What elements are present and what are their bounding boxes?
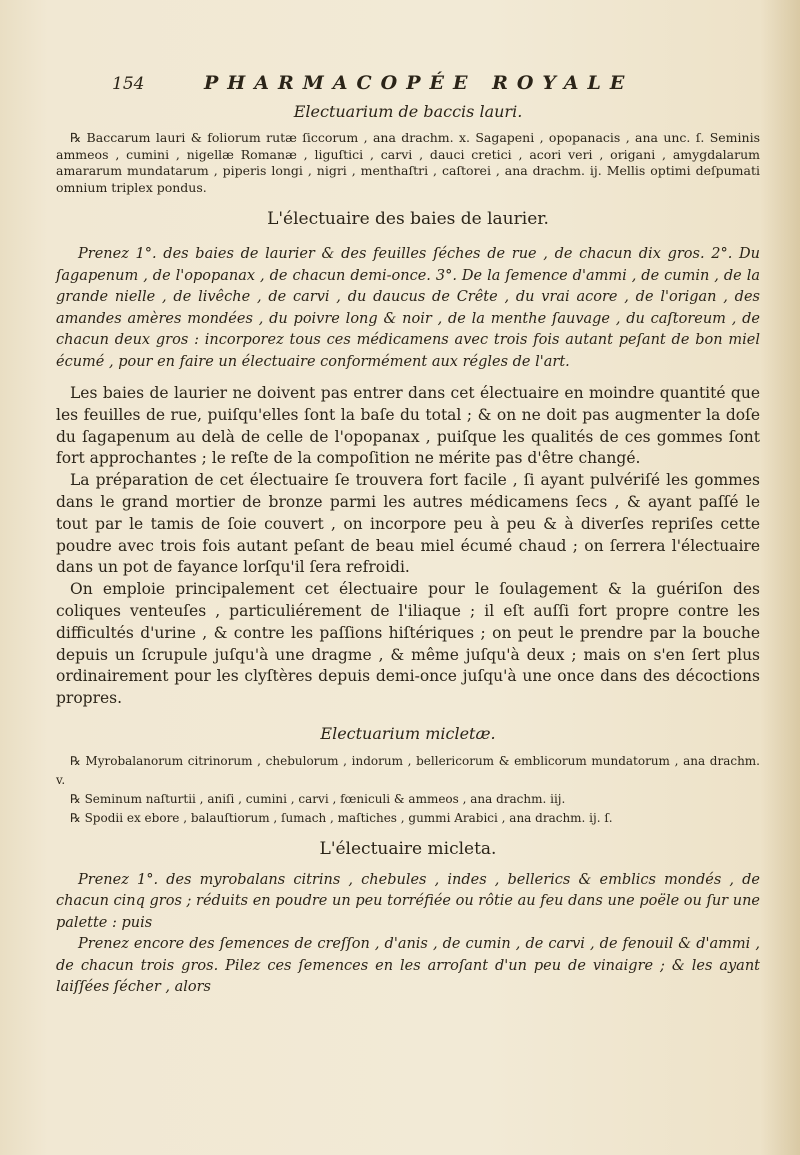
- recipe-laurel: Prenez 1°. des baies de laurier & des feuilles ſéches de rue , de chacun dix gros. 2°. Du ſagapenum , de l'opopanax , de chacun demi-once. 3°. De la ſemence d'ammi , de cumin , de la grande nielle , de livêche , de carvi , du daucus de Crête , du vrai acore , de l'origan , des amandes amères mondées , du poivre long & noir , de la menthe ſauvage , du caſtoreum , de chacun deux gros : incorporez tous ces médicamens avec trois fois autant peſant de bon miel écumé , pour en faire un électuaire conformément aux régles de l'art.: [56, 246, 760, 370]
- paragraph-dosage: Les baies de laurier ne doivent pas entrer dans cet électuaire en moindre quantité que les feuilles de rue, puiſqu'elles ſont la baſe du total ; & on ne doit pas augmenter la doſe du ſagapenum au delà de celle de l'opopanax , puiſque les qualités de ces gommes ſont fort approchantes ; le reſte de la compoſition ne mérite pas d'être changé.: [56, 384, 760, 468]
- latin-title-laurel: Electuarium de baccis lauri.: [293, 102, 523, 121]
- recipe-micleta: Prenez 1°. des myrobalans citrins , chebules , indes , bellerics & emblics mondés , de chacun cinq gros ; réduits en poudre un peu torréfiée ou rôtie au feu dans une poële ou ſur une palette : puis: [56, 871, 760, 931]
- page-header: [112, 72, 712, 98]
- paragraph-usage: On emploie principalement cet électuaire pour le ſoulagement & la guériſon des coliques venteuſes , particuliérement de l'iliaque ; il eſt auſſi fort propre contre les difficultés d'urine , & contre les paſſions hiſtériques ; on peut le prendre par la bouche depuis un ſcrupule juſqu'à une dragme , & même juſqu'à deux ; mais on s'en ſert plus ordinairement pour les clyſtères depuis demi-once juſqu'à une once dans des décoctions propres.: [56, 580, 760, 708]
- paragraph-preparation: La préparation de cet électuaire ſe trouvera fort facile , ſi ayant pulvériſé les gommes dans le grand mortier de bronze parmi les autres médicamens ſecs , & ayant paſſé le tout par le tamis de ſoie couvert , on incorpore peu à peu & à diverſes repriſes cette poudre avec trois fois autant peſant de beau miel écumé chaud ; on ſerrera l'électuaire dans un pot de fayance lorſqu'il ſera refroidi.: [56, 471, 760, 577]
- latin-formula-laurel: ℞ Baccarum lauri & foliorum rutæ ſiccorum , ana drachm. x. Sagapeni , opopanacis , ana unc. ſ. Seminis ammeos , cumini , nigellæ Romanæ , liguſtici , carvi , dauci cretici , acori veri , origani , amygdalarum amararum mundatarum , piperis longi , nigri , menthaſtri , caſtorei , ana drachm. ij. Mellis optimi deſpumati omnium triplex pondus.: [56, 130, 760, 195]
- french-title-micleta: L'électuaire micleta.: [319, 838, 497, 859]
- latin-formula-spodium: ℞ Spodii ex ebore , balauſtiorum , ſumach , maſtiches , gummi Arabici , ana drachm. ij. ſ.: [70, 810, 613, 825]
- running-title: PHARMACOPÉE ROYALE: [204, 72, 634, 94]
- recipe-micleta-continued: Prenez encore des ſemences de creſſon , d'anis , de cumin , de carvi , de fenouil & d'ammi , de chacun trois gros. Pilez ces ſemences en les arroſant d'un peu de vinaigre ; & les ayant laiſſées ſécher , alors: [56, 936, 760, 996]
- french-title-laurel: L'électuaire des baies de laurier.: [267, 209, 549, 229]
- latin-formula-myrobalans: ℞ Myrobalanorum citrinorum , chebulorum , indorum , bellericorum & emblicorum mundatorum , ana drachm. v.: [56, 753, 760, 787]
- latin-title-micleta: Electuarium micletæ.: [320, 723, 496, 743]
- page-number: 154: [112, 74, 145, 94]
- latin-formula-seeds: ℞ Seminum naſturtii , aniſi , cumini , carvi , fœniculi & ammeos , ana drachm. iij.: [70, 791, 566, 806]
- page-content: [56, 102, 760, 999]
